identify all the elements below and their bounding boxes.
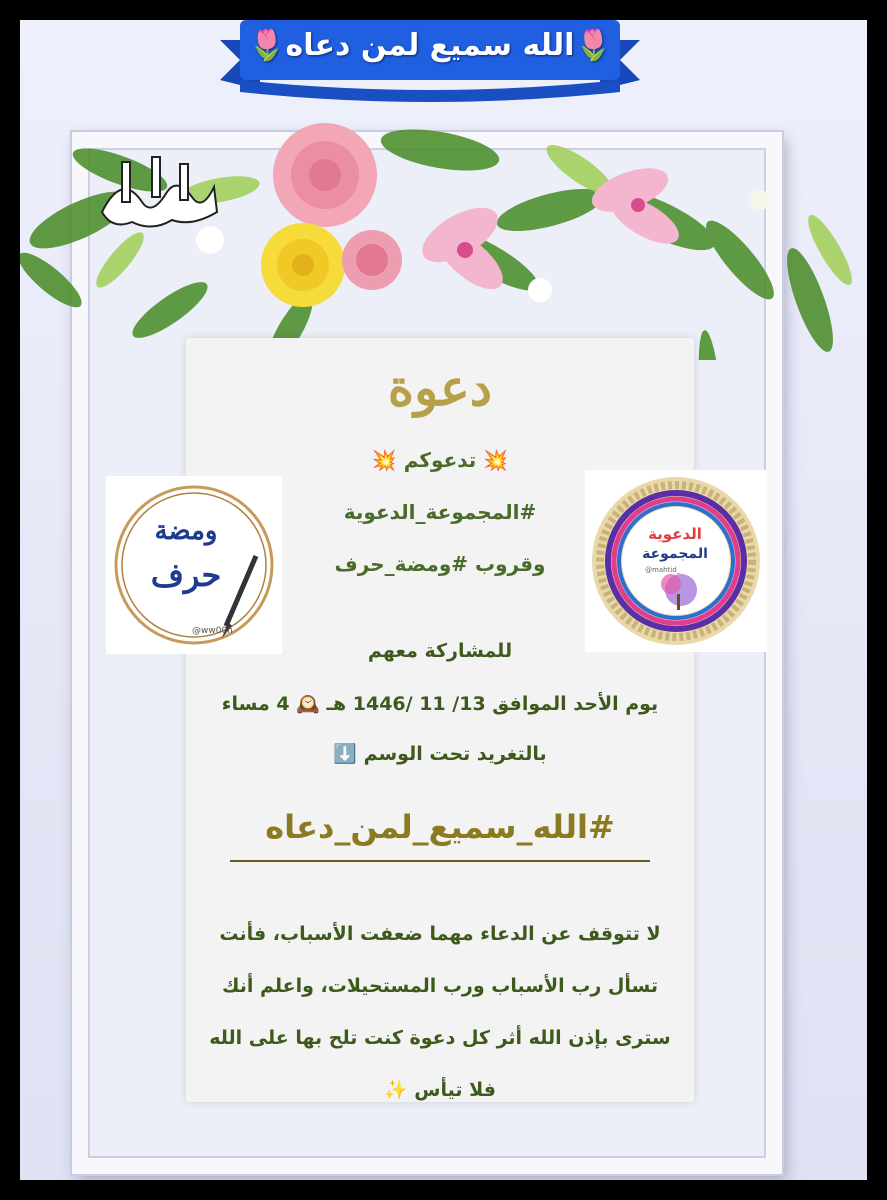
invite-group-2: وقروب #ومضة_حرف: [334, 552, 546, 576]
invite-participation: للمشاركة معهم: [367, 640, 513, 662]
logo-right-handle: @mahtid_: [645, 566, 681, 574]
invite-line-1: 💥 تدعوكم 💥: [371, 448, 509, 472]
paragraph-line-3: سترى بإذن الله أثر كل دعوة كنت تلح بها على الله: [209, 1027, 671, 1049]
logo-left-handle: @ww00h: [192, 626, 233, 636]
logo-left-word-2: حرف: [150, 556, 222, 594]
wamdat-harf-logo: [106, 476, 282, 654]
invitation-title: دعوة: [387, 358, 493, 417]
paragraph-line-1: لا تتوقف عن الدعاء مهما ضعفت الأسباب، فأنت: [219, 923, 661, 945]
dawah-group-logo: [585, 470, 767, 652]
invite-group-1: #المجموعة_الدعوية: [343, 500, 537, 524]
invite-date-line: يوم الأحد الموافق 13/ 11 /1446 هـ 🕰️ 4 مساء: [221, 693, 659, 715]
logo-right-word-1: الدعوية: [648, 525, 702, 543]
logo-left-word-1: ومضة: [154, 516, 218, 546]
banner-title: 🌷الله سميع لمن دعاه🌷: [248, 28, 612, 63]
paragraph-line-4: فلا تيأس ✨: [384, 1079, 496, 1101]
paragraph-line-2: تسأل رب الأسباب ورب المستحيلات، واعلم أنك: [222, 975, 658, 997]
hashtag-underline: [230, 860, 650, 862]
calligraphy-logo: [92, 152, 224, 242]
invite-hashtag-intro: بالتغريد تحت الوسم ⬇️: [333, 743, 547, 765]
logo-right-word-2: المجموعة: [642, 546, 708, 562]
invitation-poster: [20, 20, 867, 1180]
main-hashtag: #الله_سميع_لمن_دعاه: [265, 808, 615, 846]
